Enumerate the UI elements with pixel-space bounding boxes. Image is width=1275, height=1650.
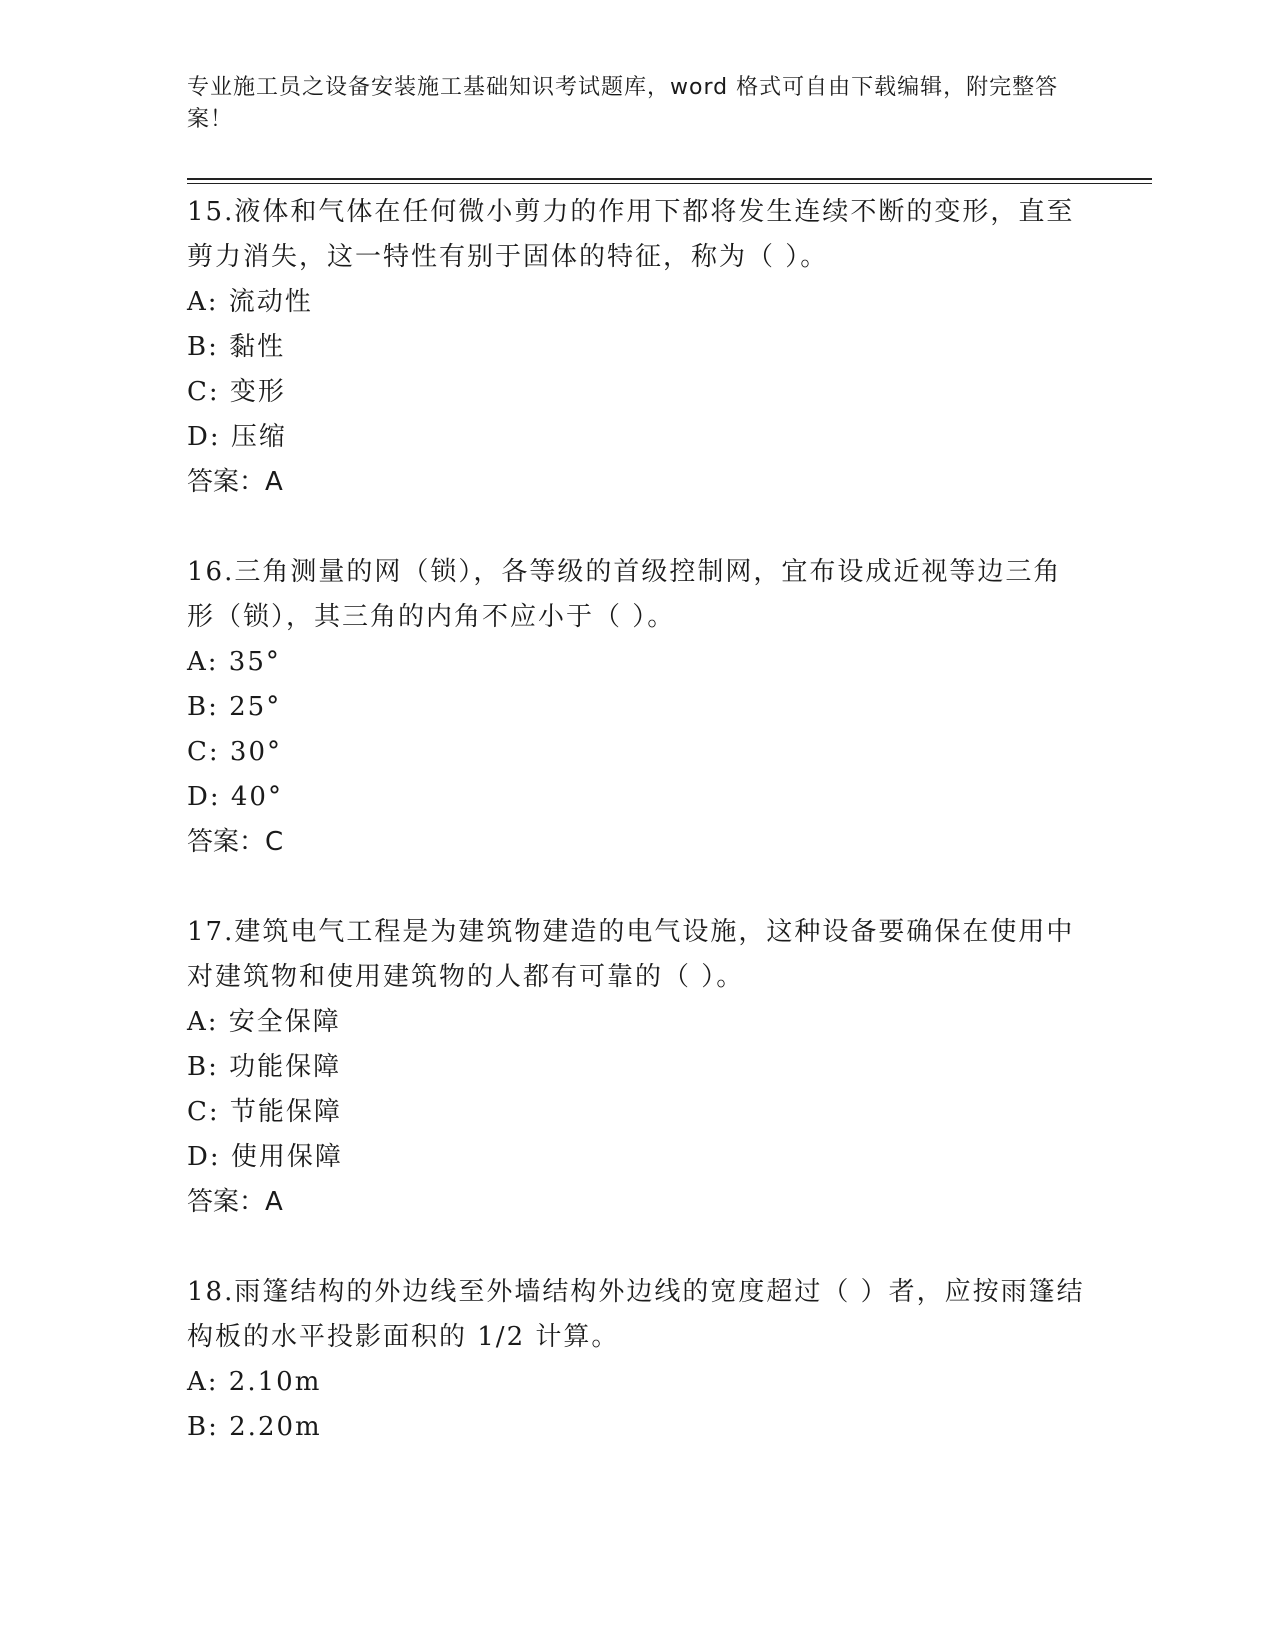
option-a: A: 安全保障 bbox=[187, 1007, 341, 1037]
option-b: B: 2.20m bbox=[187, 1412, 322, 1442]
answer-line: 答案：C bbox=[187, 827, 284, 857]
option-a: A: 35° bbox=[187, 647, 281, 677]
option-d: D: 压缩 bbox=[187, 422, 287, 452]
question-stem: 18.雨篷结构的外边线至外墙结构外边线的宽度超过（ ）者，应按雨篷结构板的水平投影面积的 1/2 计算。 bbox=[187, 1277, 1085, 1352]
option-c: C: 30° bbox=[187, 737, 283, 767]
option-a: A: 流动性 bbox=[187, 287, 313, 317]
question-stem: 17.建筑电气工程是为建筑物建造的电气设施，这种设备要确保在使用中对建筑物和使用建筑物的人都有可靠的（ ）。 bbox=[187, 917, 1075, 992]
option-b: B: 黏性 bbox=[187, 332, 286, 362]
option-a: A: 2.10m bbox=[187, 1367, 322, 1397]
header-divider-thin bbox=[187, 183, 1152, 184]
page-header: 专业施工员之设备安装施工基础知识考试题库，word 格式可自由下载编辑，附完整答案！ bbox=[187, 75, 1059, 132]
option-b: B: 功能保障 bbox=[187, 1052, 342, 1082]
question-16 bbox=[187, 550, 1087, 910]
question-17 bbox=[187, 910, 1087, 1270]
question-15 bbox=[187, 190, 1087, 550]
option-d: D: 使用保障 bbox=[187, 1142, 343, 1172]
option-b: B: 25° bbox=[187, 692, 282, 722]
question-list bbox=[187, 190, 1087, 1450]
question-18 bbox=[187, 1270, 1087, 1450]
question-stem: 16.三角测量的网（锁），各等级的首级控制网，宜布设成近视等边三角形（锁），其三角的内角不应小于（ ）。 bbox=[187, 557, 1062, 632]
option-c: C: 节能保障 bbox=[187, 1097, 342, 1127]
question-stem: 15.液体和气体在任何微小剪力的作用下都将发生连续不断的变形，直至剪力消失，这一特性有别于固体的特征，称为（ ）。 bbox=[187, 197, 1075, 272]
answer-line: 答案：A bbox=[187, 1187, 283, 1217]
answer-line: 答案：A bbox=[187, 467, 283, 497]
option-c: C: 变形 bbox=[187, 377, 286, 407]
option-d: D: 40° bbox=[187, 782, 283, 812]
header-divider-thick bbox=[187, 178, 1152, 180]
